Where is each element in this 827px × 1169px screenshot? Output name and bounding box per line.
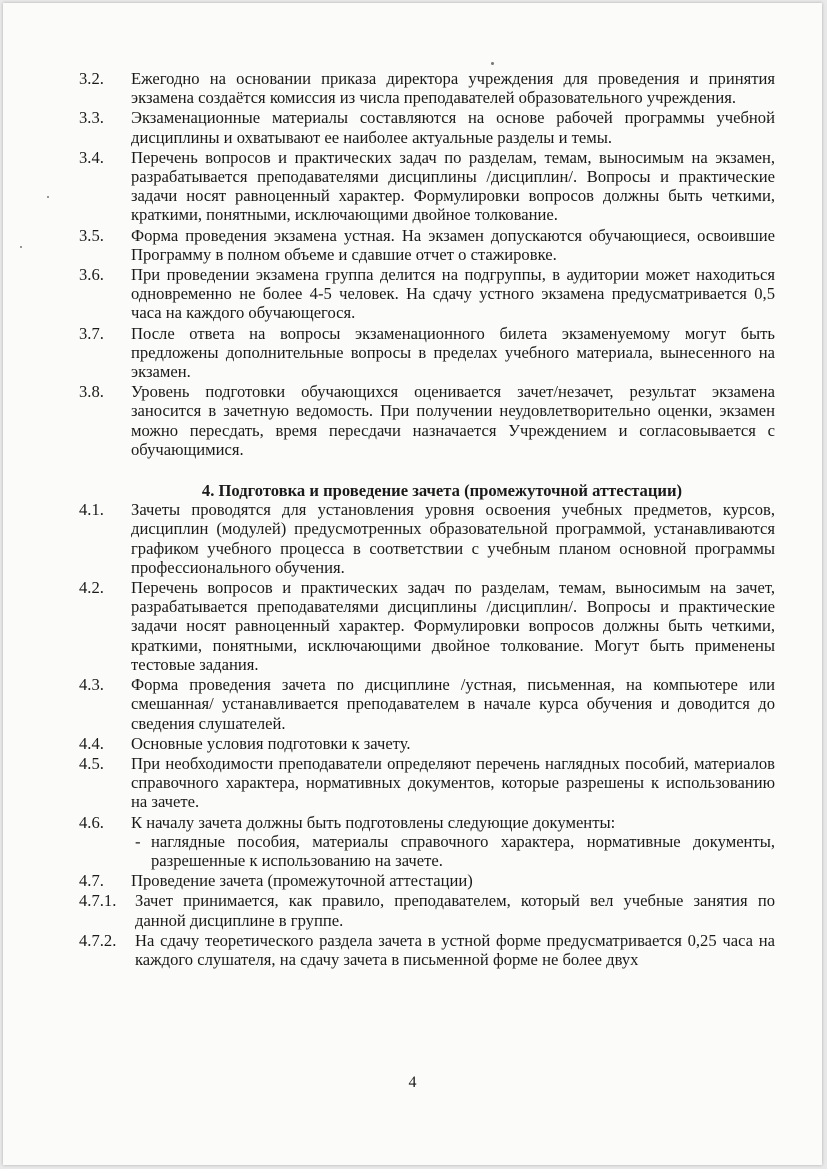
clause-text: Ежегодно на основании приказа директора учреждения для проведения и принятия экзамена создаётся комиссия из числа преподавателей образовательного учреждения.	[131, 69, 775, 108]
clause-4-7	[79, 871, 775, 890]
list-item-text: наглядные пособия, материалы справочного характера, нормативные документы, разрешенные к использованию на зачете.	[151, 831, 775, 870]
clause-4-7-2	[79, 931, 775, 969]
clause-text: Зачет принимается, как правило, преподавателем, который вел учебные занятия по данной дисциплине в группе.	[135, 891, 775, 930]
clause-text: Форма проведения экзамена устная. На экзамен допускаются обучающиеся, освоившие Программу в полном объеме и сдавшие отчет о стажировке.	[131, 225, 775, 264]
scan-speck	[491, 62, 494, 65]
clause-3-3	[79, 108, 775, 146]
clause-number: 3.6.	[79, 265, 104, 285]
clause-number: 4.7.	[79, 871, 104, 891]
clause-text: Зачеты проводятся для установления уровня освоения учебных предметов, курсов, дисциплин (модулей) предусмотренных образовательной программой, устанавливаются графиком учебного процесса в соответствии с учебным планом основной программы профессионального обучения.	[131, 500, 775, 577]
clause-number: 4.2.	[79, 578, 104, 598]
clause-text: На сдачу теоретического раздела зачета в устной форме предусматривается 0,25 часа на каждого слушателя, на сдачу зачета в письменной форме не более двух	[135, 930, 775, 969]
clause-text: Основные условия подготовки к зачету.	[131, 733, 411, 753]
clause-3-4	[79, 148, 775, 225]
clause-4-7-1	[79, 891, 775, 929]
scan-speck	[47, 196, 49, 198]
clause-text: Перечень вопросов и практических задач по разделам, темам, выносимым на зачет, разрабатывается преподавателями дисциплины /дисциплин/. Вопросы и практические задачи носят равноценный характер. Формулировки вопросов должны быть четкими, краткими, понятными, исключающими двойное толкование. Могут быть применены тестовые задания.	[131, 578, 775, 674]
document-page	[3, 3, 822, 1165]
scan-speck	[20, 246, 22, 248]
clause-number: 3.5.	[79, 225, 104, 245]
page-number: 4	[408, 1074, 417, 1091]
clause-number: 4.1.	[79, 500, 104, 520]
clause-text: Экзаменационные материалы составляются на основе рабочей программы учебной дисциплины и охватывают ее наиболее актуальные разделы и темы.	[131, 108, 775, 147]
clause-text: Уровень подготовки обучающихся оценивается зачет/незачет, результат экзамена заносится в зачетную ведомость. При получении неудовлетворительно оценки, экзамен можно пересдать, время пересдачи назначается Учреждением и согласовывается с обучающимися.	[131, 382, 775, 459]
clause-text: При необходимости преподаватели определяют перечень наглядных пособий, материалов справочного характера, нормативных документов, которые разрешены к использованию на зачете.	[131, 753, 775, 812]
clause-text: К началу зачета должны быть подготовлены следующие документы:	[131, 812, 616, 832]
clause-number: 3.8.	[79, 382, 104, 402]
clause-4-2	[79, 578, 775, 674]
document-body	[79, 69, 775, 969]
clause-text: При проведении экзамена группа делится на подгруппы, в аудитории может находиться одновременно не более 4-5 человек. На сдачу устного экзамена предусматривается 0,5 часа на каждого обучающегося.	[131, 265, 775, 323]
clause-number: 3.4.	[79, 147, 104, 167]
clause-number: 4.5.	[79, 753, 104, 773]
list-dash: -	[135, 831, 141, 851]
clause-number: 3.7.	[79, 323, 104, 343]
clause-number: 3.3.	[79, 108, 104, 128]
clause-number: 3.2.	[79, 69, 104, 88]
clause-4-3	[79, 675, 775, 733]
clause-text: Перечень вопросов и практических задач по разделам, темам, выносимым на экзамен, разрабатывается преподавателями дисциплины /дисциплин/. Вопросы и практические задачи носят равноценный характер. Формулировки вопросов должны быть четкими, краткими, понятными, исключающими двойное толкование.	[131, 147, 775, 225]
clause-number: 4.3.	[79, 675, 104, 695]
clause-text: После ответа на вопросы экзаменационного билета экзаменуемому могут быть предложены дополнительные вопросы в пределах учебного материала, вынесенного на экзамен.	[131, 323, 775, 382]
clause-number: 4.6.	[79, 812, 104, 832]
clause-3-2	[79, 69, 775, 107]
section-4-heading: 4. Подготовка и проведение зачета (промежуточной аттестации)	[201, 481, 683, 501]
clause-text: Проведение зачета (промежуточной аттестации)	[131, 871, 473, 891]
clause-number: 4.7.2.	[79, 930, 117, 950]
clause-4-4	[79, 734, 775, 753]
clause-3-5	[79, 226, 775, 264]
clause-number: 4.7.1.	[79, 891, 117, 911]
clause-4-6-list-item	[79, 832, 775, 870]
clause-text: Форма проведения зачета по дисциплине /устная, письменная, на компьютере или смешанная/ устанавливается преподавателем в начале курса обучения и доводится до сведения слушателей.	[131, 675, 775, 733]
clause-3-6	[79, 265, 775, 323]
clause-number: 4.4.	[79, 733, 104, 753]
clause-4-5	[79, 754, 775, 812]
clause-4-1	[79, 500, 775, 577]
clause-4-6	[79, 813, 775, 832]
clause-3-8	[79, 382, 775, 459]
clause-3-7	[79, 324, 775, 382]
